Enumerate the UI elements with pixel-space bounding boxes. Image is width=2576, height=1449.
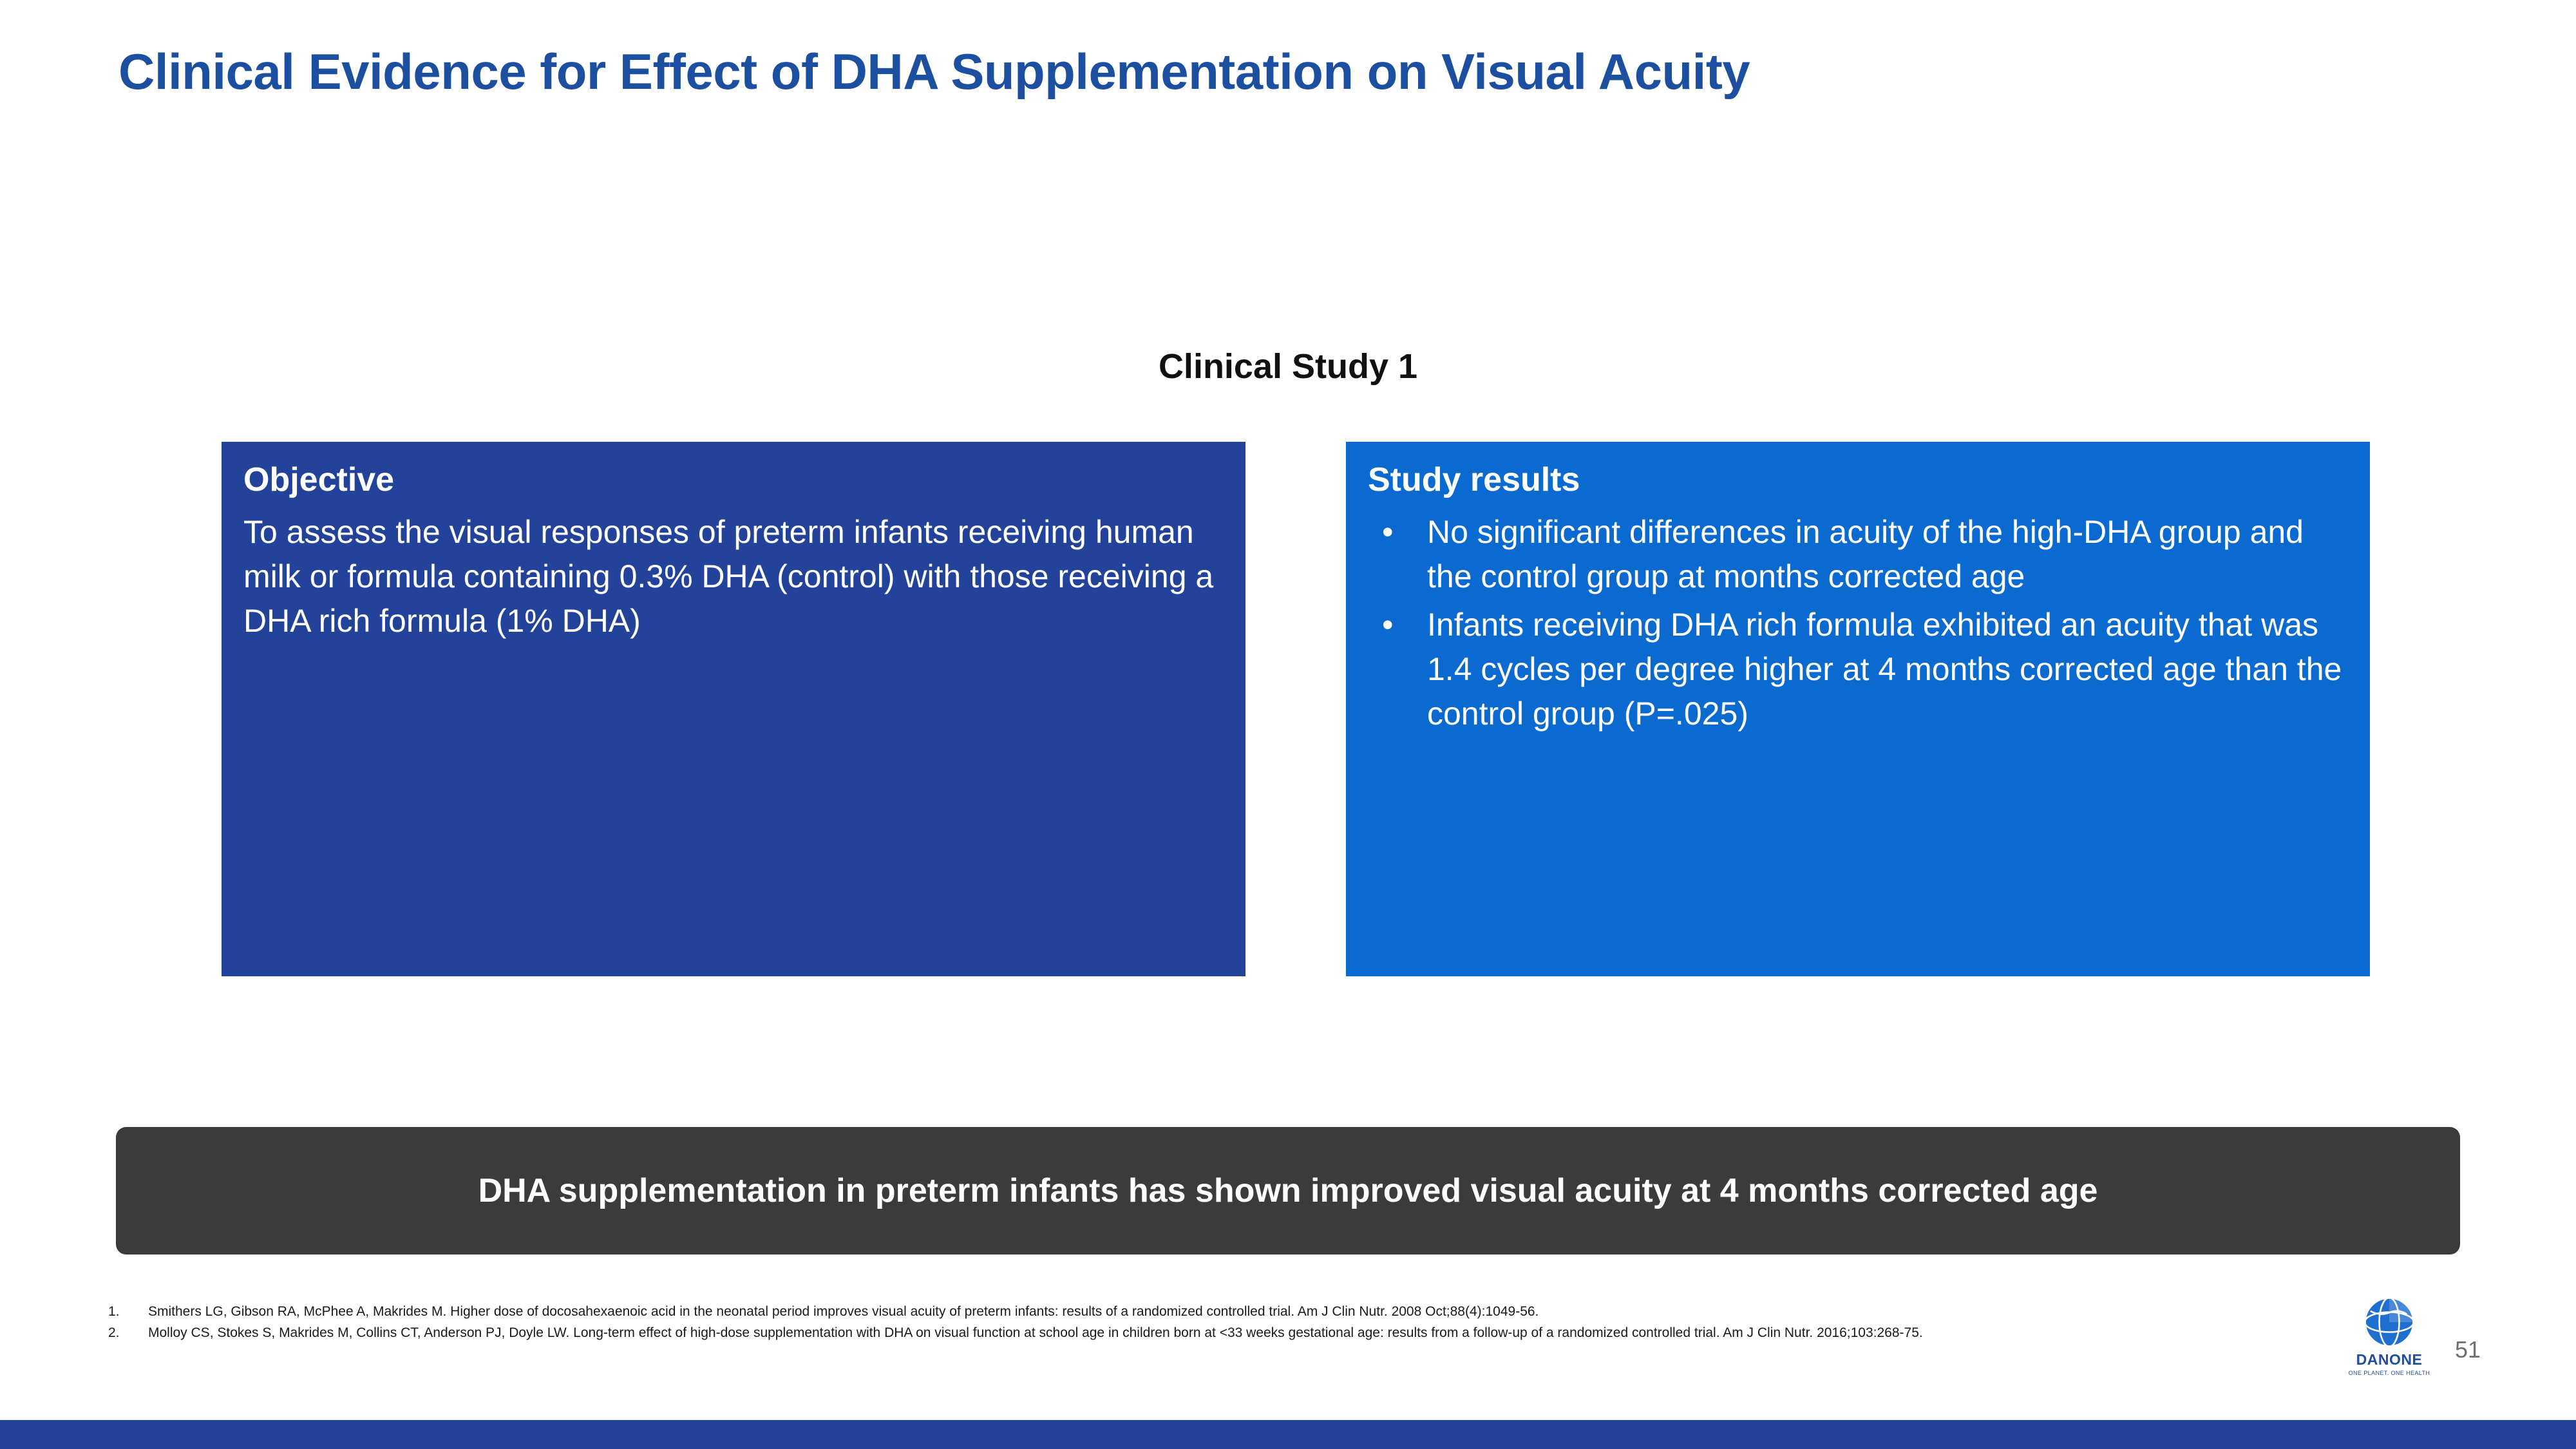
reference-text: Molloy CS, Stokes S, Makrides M, Collins CT, Anderson PJ, Doyle LW. Long-term effect of high-dose supplementation with DHA on visual function at school age in children born at <33 weeks gestational age: results from a follow-up of a randomized controlled trial. Am J Clin Nutr. 2016;103:268-75. [148, 1325, 1923, 1340]
reference-item [108, 1323, 2233, 1343]
study-results-box [1346, 442, 2370, 976]
bullet-icon: • [1382, 514, 1394, 551]
list-item-text: Infants receiving DHA rich formula exhibited an acuity that was 1.4 cycles per degree higher at 4 months corrected age than the control group (P=.025) [1427, 607, 2342, 732]
reference-text: Smithers LG, Gibson RA, McPhee A, Makrides M. Higher dose of docosahexaenoic acid in the neonatal period improves visual acuity of preterm infants: results of a randomized controlled trial. Am J Clin Nutr. 2008 Oct;88(4):1049-56. [148, 1304, 1539, 1319]
globe-icon [2362, 1294, 2417, 1350]
danone-logo [2338, 1294, 2441, 1376]
bullet-icon: • [1382, 607, 1394, 643]
list-item-text: No significant differences in acuity of the high-DHA group and the control group at months corrected age [1427, 514, 2304, 595]
reference-item [108, 1302, 2233, 1321]
references [108, 1302, 2233, 1345]
objective-heading: Objective [243, 461, 395, 498]
page-title: Clinical Evidence for Effect of DHA Supplementation on Visual Acuity [118, 43, 1750, 100]
study-results-heading: Study results [1368, 461, 1580, 498]
page-number: 51 [2455, 1336, 2481, 1363]
study-heading: Clinical Study 1 [1158, 347, 1418, 386]
objective-box [222, 442, 1245, 976]
reference-number: 2. [108, 1325, 120, 1340]
logo-wordmark: DANONE [2356, 1351, 2423, 1368]
key-message-banner [116, 1127, 2460, 1255]
bottom-accent-bar [0, 1420, 2576, 1449]
key-message-text: DHA supplementation in preterm infants has shown improved visual acuity at 4 months corrected age [478, 1171, 2098, 1209]
study-results-list [1368, 510, 2348, 736]
objective-text: To assess the visual responses of preterm infants receiving human milk or formula containing 0.3% DHA (control) with those receiving a DHA rich formula (1% DHA) [243, 514, 1214, 639]
list-item [1368, 603, 2348, 736]
list-item [1368, 510, 2348, 599]
reference-number: 1. [108, 1304, 120, 1319]
logo-tagline: ONE PLANET. ONE HEALTH [2348, 1370, 2430, 1376]
